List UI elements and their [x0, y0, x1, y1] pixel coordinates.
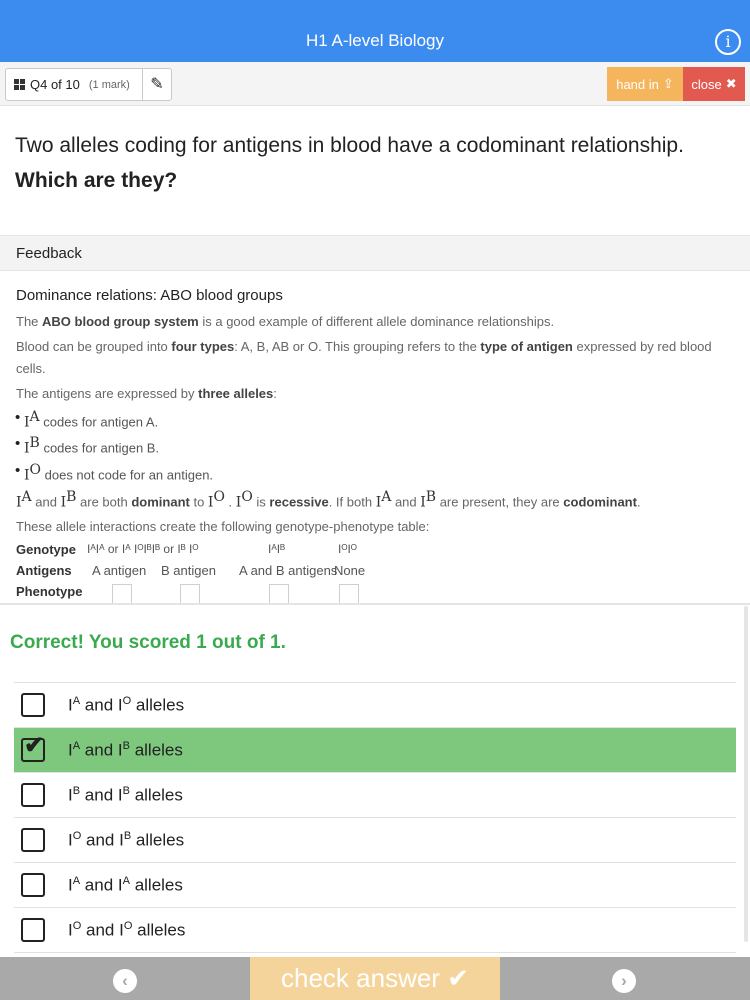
bottom-bar — [0, 957, 750, 1000]
table-cell: IᴬIᴬ or Iᴬ IᴼIᴮIᴮ or Iᴮ Iᴼ — [87, 542, 199, 557]
divider — [0, 603, 750, 605]
feedback-paragraph-2: Blood can be grouped into four types: A, B, AB or O. This grouping refers to the type of antigen expressed by red blood cells. — [16, 339, 712, 376]
edit-button[interactable] — [142, 68, 172, 101]
grid-icon — [14, 79, 25, 90]
list-item: • $I^A$ codes for antigen A. — [16, 407, 738, 433]
checkbox[interactable] — [21, 783, 45, 807]
checkmark-icon: ✔ — [24, 732, 45, 759]
upload-icon: ⇪ — [662, 76, 674, 91]
question-number: Q4 of 10 — [30, 77, 80, 92]
hand-in-label: hand in — [616, 76, 659, 92]
next-icon[interactable]: › — [612, 969, 636, 993]
close-icon: ✖ — [725, 76, 737, 91]
table-row-header: Phenotype — [16, 584, 83, 600]
table-cell: B antigen — [161, 563, 216, 579]
table-cell: A antigen — [92, 563, 147, 579]
table-row-header: Genotype — [16, 542, 76, 558]
question-text-block — [15, 128, 735, 198]
feedback-heading: Dominance relations: ABO blood groups — [16, 287, 283, 304]
feedback-content — [16, 287, 738, 605]
close-label: close — [691, 76, 722, 92]
question-text: Two alleles coding for antigens in blood have a codominant relationship. — [15, 134, 684, 157]
pencil-icon: ✎ — [150, 76, 164, 93]
score-message: Correct! You scored 1 out of 1. — [10, 632, 286, 653]
app-header — [0, 0, 750, 62]
previous-icon[interactable]: ‹ — [113, 969, 137, 993]
checkmark-icon: ✔ — [447, 963, 469, 993]
answer-option-correct[interactable] — [14, 728, 736, 773]
question-prompt: Which are they? — [15, 169, 178, 192]
checkbox[interactable] — [21, 828, 45, 852]
answer-option[interactable] — [14, 683, 736, 728]
option-label: $I^O$ and $I^B$ alleles — [68, 829, 185, 850]
option-label: $I^B$ and $I^B$ alleles — [68, 784, 183, 805]
hand-in-button[interactable] — [607, 67, 683, 101]
table-cell: None — [334, 563, 366, 579]
check-answer-button[interactable] — [250, 957, 500, 1000]
list-item: • $I^O$ does not code for an antigen. — [16, 460, 738, 486]
feedback-header[interactable]: Feedback — [0, 235, 750, 271]
option-label: $I^A$ and $I^O$ alleles — [68, 694, 185, 715]
option-label: $I^O$ and $I^O$ alleles — [68, 919, 186, 940]
phenotype-checkbox[interactable] — [180, 584, 200, 604]
table-cell: IᴼIᴼ — [338, 542, 357, 557]
table-row-header: Antigens — [16, 563, 72, 579]
genotype-table — [16, 542, 738, 605]
option-label: $I^A$ and $I^B$ alleles — [68, 739, 183, 760]
answer-option[interactable] — [14, 818, 736, 863]
app-title: H1 A-level Biology — [306, 31, 444, 50]
feedback-paragraph-3: The antigens are expressed by three alleles: — [16, 386, 277, 401]
feedback-paragraph-4: $I^A$ and $I^B$ are both dominant to $I^O$ . $I^O$ is recessive. If both $I^A$ and $I^B$ are present, they are codominant. — [16, 488, 641, 511]
marks-label: (1 mark) — [88, 78, 130, 91]
check-answer-label: check answer — [281, 963, 440, 993]
checkbox[interactable] — [21, 918, 45, 942]
answer-option[interactable] — [14, 863, 736, 908]
option-label: $I^A$ and $I^A$ alleles — [68, 874, 183, 895]
table-cell: IᴬIᴮ — [268, 542, 286, 557]
scrollbar[interactable] — [744, 606, 748, 942]
answer-option[interactable] — [14, 908, 736, 953]
feedback-paragraph-1: The ABO blood group system is a good example of different allele dominance relationships. — [16, 314, 555, 329]
table-cell: A and B antigens — [239, 563, 338, 579]
checkbox[interactable] — [21, 732, 45, 762]
phenotype-checkbox[interactable] — [112, 584, 132, 604]
info-icon[interactable]: i — [715, 29, 741, 55]
answer-options — [14, 682, 736, 953]
answer-option[interactable] — [14, 773, 736, 818]
checkbox[interactable] — [21, 873, 45, 897]
phenotype-checkbox[interactable] — [269, 584, 289, 604]
question-toolbar — [0, 62, 750, 106]
checkbox[interactable] — [21, 693, 45, 717]
close-button[interactable] — [683, 67, 745, 101]
phenotype-checkbox[interactable] — [339, 584, 359, 604]
question-nav-button[interactable] — [5, 68, 143, 101]
allele-list — [16, 407, 738, 486]
list-item: • $I^B$ codes for antigen B. — [16, 433, 738, 459]
feedback-paragraph-5: These allele interactions create the following genotype-phenotype table: — [16, 519, 430, 535]
